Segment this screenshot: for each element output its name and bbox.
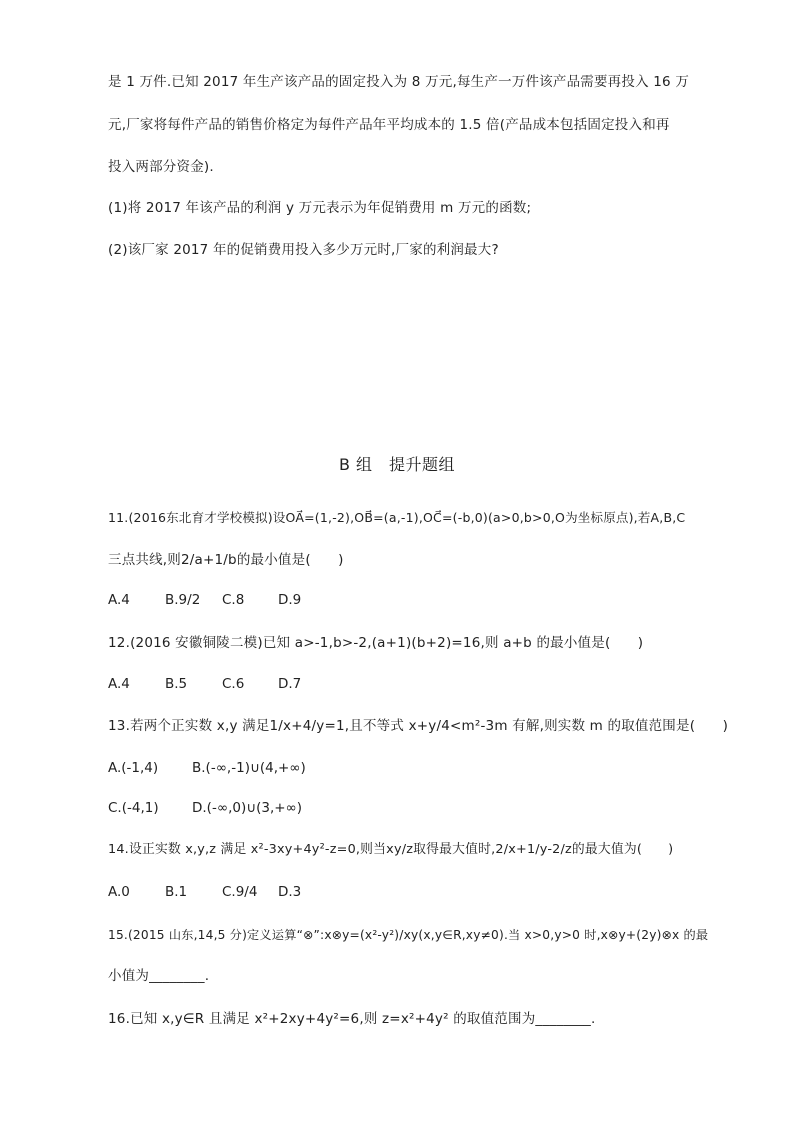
option-c: C.8 (222, 592, 245, 608)
option-c: C.(-4,1) (108, 800, 159, 816)
option-d: D.3 (278, 884, 302, 900)
intro-line-3: 投入两部分资金). (108, 159, 214, 175)
problem-15-line-2: 小值为________. (108, 968, 210, 984)
option-a: A.0 (108, 884, 130, 900)
intro-line-1: 是 1 万件.已知 2017 年生产该产品的固定投入为 8 万元,每生产一万件该产品需要再投入 16 万 (108, 74, 690, 90)
option-b: B.(-∞,-1)∪(4,+∞) (192, 760, 306, 776)
option-a: A.4 (108, 592, 130, 608)
problem-13-line-1: 13.若两个正实数 x,y 满足1/x+4/y=1,且不等式 x+y/4<m²-3m 有解,则实数 m 的取值范围是( ) (108, 718, 729, 734)
problem-16-line-1: 16.已知 x,y∈R 且满足 x²+2xy+4y²=6,则 z=x²+4y² 的取值范围为________. (108, 1011, 596, 1027)
option-d: D.9 (278, 592, 302, 608)
problem-11-line-2: 三点共线,则2/a+1/b的最小值是( ) (108, 552, 344, 568)
problem-14-line-1: 14.设正实数 x,y,z 满足 x²-3xy+4y²-z=0,则当xy/z取得最大值时,2/x+1/y-2/z的最大值为( ) (108, 842, 674, 857)
problem-15-line-1: 15.(2015 山东,14,5 分)定义运算“⊗”:x⊗y=(x²-y²)/xy(x,y∈R,xy≠0).当 x>0,y>0 时,x⊗y+(2y)⊗x 的最 (108, 928, 709, 942)
option-c: C.9/4 (222, 884, 258, 900)
option-b: B.5 (165, 676, 188, 692)
option-d: D.(-∞,0)∪(3,+∞) (192, 800, 303, 816)
problem-12-line-1: 12.(2016 安徽铜陵二模)已知 a>-1,b>-2,(a+1)(b+2)=16,则 a+b 的最小值是( ) (108, 635, 644, 651)
option-b: B.1 (165, 884, 188, 900)
intro-line-2: 元,厂家将每件产品的销售价格定为每件产品年平均成本的 1.5 倍(产品成本包括固定投入和再 (108, 117, 670, 133)
problem-11-line-1: 11.(2016东北育才学校模拟)设OA⃗=(1,-2),OB⃗=(a,-1),OC⃗=(-b,0)(a>0,b>0,O为坐标原点),若A,B,C (108, 510, 686, 525)
sub-question-2: (2)该厂家 2017 年的促销费用投入多少万元时,厂家的利润最大? (108, 242, 499, 258)
sub-question-1: (1)将 2017 年该产品的利润 y 万元表示为年促销费用 m 万元的函数; (108, 200, 532, 216)
section-title: B 组 提升题组 (338, 455, 456, 474)
option-a: A.4 (108, 676, 130, 692)
option-c: C.6 (222, 676, 245, 692)
option-d: D.7 (278, 676, 302, 692)
option-a: A.(-1,4) (108, 760, 159, 776)
option-b: B.9/2 (165, 592, 201, 608)
